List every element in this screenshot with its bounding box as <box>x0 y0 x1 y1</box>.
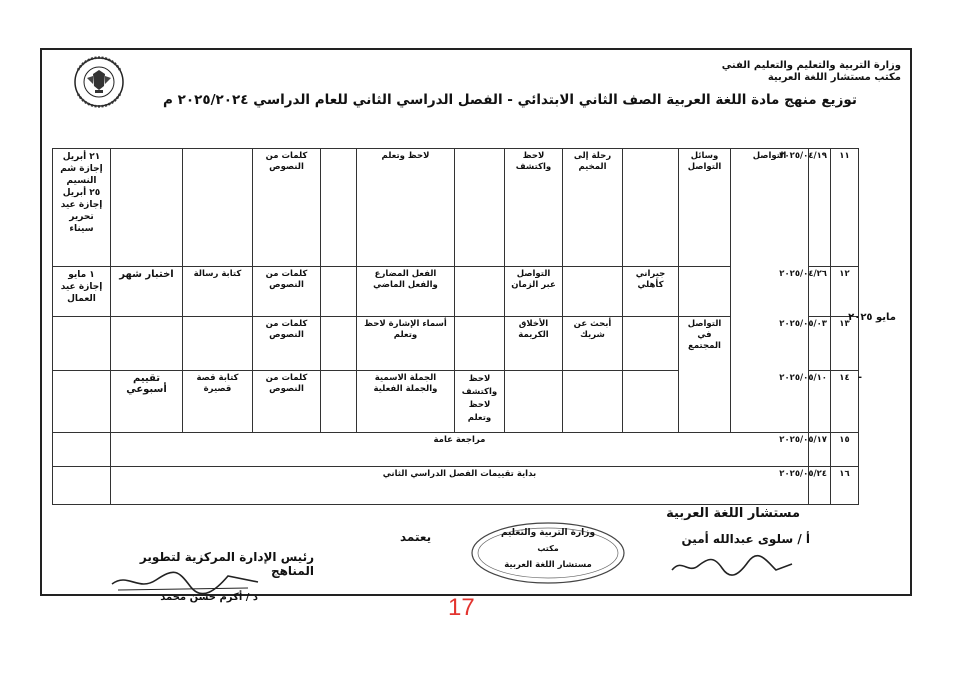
director-title: رئيس الإدارة المركزية لتطوير المناهج <box>139 550 314 578</box>
notes-cell: ١ مايو إجازة عيد العمال <box>53 267 111 317</box>
grammar-cell: لاحظ وتعلم <box>357 149 455 267</box>
vocabulary-cell: كلمات من النصوص <box>253 371 321 433</box>
curriculum-table <box>52 148 859 505</box>
story-cell: رحلة إلى المخيم <box>563 149 623 267</box>
writing-cell <box>183 317 253 371</box>
reading-cell: لاحظ واكتشف <box>505 149 563 267</box>
week-cell: ١٢ <box>831 267 859 317</box>
listening-cell: جيراني كأهلي <box>623 267 679 317</box>
story-cell: أبحث عن شريك <box>563 317 623 371</box>
observe-cell: لاحظ واكتشف لاحظ وتعلم <box>455 371 505 433</box>
stamp-line-1: وزارة التربية والتعليم <box>500 528 596 538</box>
reading-cell: الأخلاق الكريمة <box>505 317 563 371</box>
listening-cell <box>623 371 679 433</box>
theme-cell <box>679 267 731 317</box>
page-number: 17 <box>448 594 475 621</box>
reading-cell: التواصل عبر الزمان <box>505 267 563 317</box>
ministry-line-1: وزارة التربية والتعليم والتعليم الفني <box>721 60 901 71</box>
listening-cell <box>623 317 679 371</box>
table-row <box>53 433 859 467</box>
observe-cell <box>455 149 505 267</box>
approve-label: يعتمد <box>400 530 432 544</box>
grammar-cell: الجملة الاسمية والجملة الفعلية <box>357 371 455 433</box>
date-cell: ٢٠٢٥/٠٤/٢٦ <box>809 267 831 317</box>
date-cell: ٢٠٢٥/٠٤/١٩ <box>809 149 831 267</box>
reading-cell <box>505 371 563 433</box>
unit-cell: التواصل <box>731 149 809 433</box>
vocabulary-cell: كلمات من النصوص <box>253 267 321 317</box>
week-cell: ١١ <box>831 149 859 267</box>
date-cell: ٢٠٢٥/٠٥/١٠ <box>809 371 831 433</box>
writing-cell: كتابة رسالة <box>183 267 253 317</box>
week-cell: ١٥ <box>831 433 859 467</box>
observe-cell <box>455 267 505 317</box>
week-cell: ١٦ <box>831 467 859 505</box>
blank-cell <box>53 433 111 467</box>
week-cell: ١٤ <box>831 371 859 433</box>
story-cell <box>563 371 623 433</box>
table-row <box>53 149 859 267</box>
date-cell: ٢٠٢٥/٠٥/١٧ <box>809 433 831 467</box>
notes-cell: ٢١ أبريل إجازة شم النسيم ٢٥ أبريل إجازة عيد تحرير سيناء <box>53 149 111 267</box>
blank-cell <box>321 317 357 371</box>
observe-cell <box>455 317 505 371</box>
writing-cell <box>183 149 253 267</box>
blank-cell <box>321 267 357 317</box>
table-row <box>53 467 859 505</box>
vocabulary-cell: كلمات من النصوص <box>253 317 321 371</box>
ministry-logo <box>58 56 140 108</box>
notes-cell <box>53 317 111 371</box>
vocabulary-cell: كلمات من النصوص <box>253 149 321 267</box>
advisor-signature <box>668 550 798 584</box>
date-cell: ٢٠٢٥/٠٥/٠٣ <box>809 317 831 371</box>
ministry-line-2: مكتب مستشار اللغة العربية <box>767 72 901 83</box>
assessment-cell: اختبار شهر <box>111 267 183 317</box>
assessment-cell: تقييم أسبوعي <box>111 371 183 433</box>
blank-cell <box>321 371 357 433</box>
notes-cell <box>53 371 111 433</box>
month-dash: - <box>857 372 862 383</box>
director-name: د / أكرم حسن محمد <box>160 592 258 603</box>
blank-cell <box>53 467 111 505</box>
stamp-line-3: مستشار اللغة العربية <box>504 560 592 570</box>
assessment-cell <box>111 317 183 371</box>
month-label: مايو ٢٠٢٥ <box>848 312 896 323</box>
week-cell: ١٣ <box>831 317 859 371</box>
theme-cell: وسائل التواصل <box>679 149 731 267</box>
advisor-title: مستشار اللغة العربية <box>666 506 800 521</box>
blank-cell <box>321 149 357 267</box>
document-title: توزيع منهج مادة اللغة العربية الصف الثاني الابتدائي - الفصل الدراسي الثاني للعام الدراسي ٢٠٢٥/٢٠٢٤ م <box>163 92 857 108</box>
grammar-cell: أسماء الإشارة لاحظ وتعلم <box>357 317 455 371</box>
advisor-name: أ / سلوى عبدالله أمين <box>681 532 810 546</box>
listening-cell <box>623 149 679 267</box>
grammar-cell: الفعل المضارع والفعل الماضي <box>357 267 455 317</box>
theme-cell: التواصل في المجتمع <box>679 317 731 433</box>
ministry-header <box>722 60 901 84</box>
story-cell <box>563 267 623 317</box>
stamp-line-2: مكتب <box>537 544 559 553</box>
assessment-cell <box>111 149 183 267</box>
assessment-start-cell: بداية تقييمات الفصل الدراسي الثاني <box>111 467 809 505</box>
review-cell: مراجعة عامة <box>111 433 809 467</box>
date-cell: ٢٠٢٥/٠٥/٢٤ <box>809 467 831 505</box>
writing-cell: كتابة قصة قصيرة <box>183 371 253 433</box>
official-stamp <box>468 520 628 586</box>
